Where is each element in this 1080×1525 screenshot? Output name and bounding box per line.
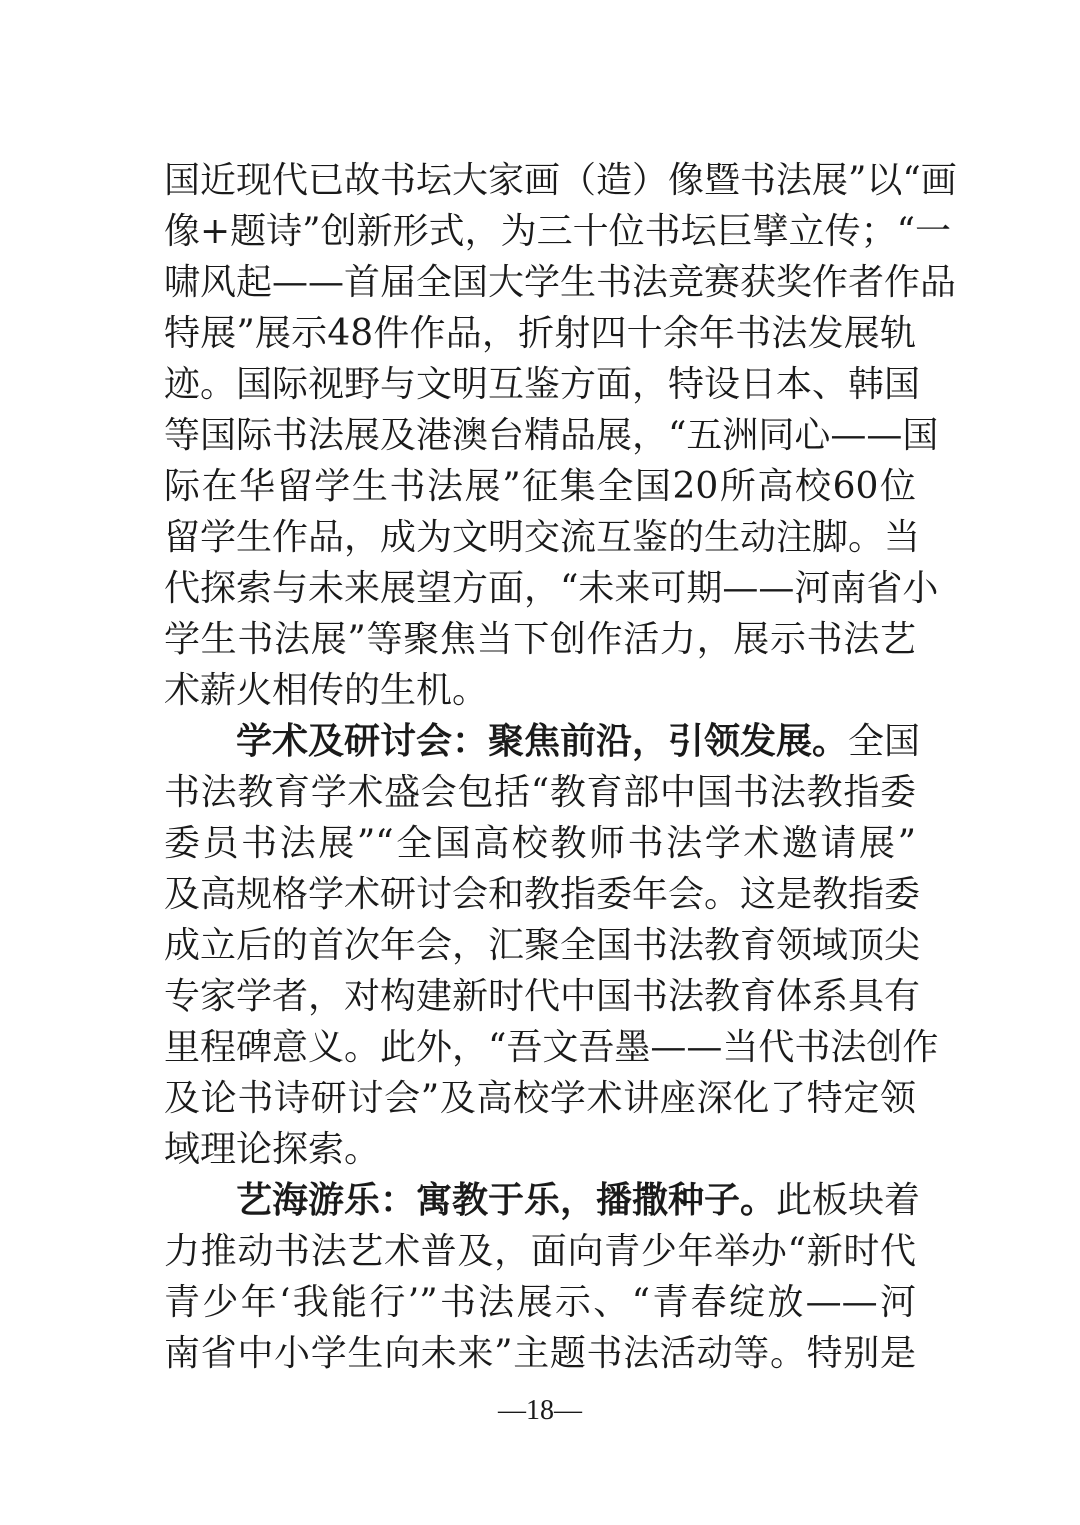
text-line: 里程碑意义。此外，“吾文吾墨——当代书法创作 <box>164 1027 939 1068</box>
text-line: 迹。国际视野与文明互鉴方面，特设日本、韩国 <box>164 364 921 405</box>
text-line: 专家学者，对构建新时代中国书法教育体系具有 <box>164 976 921 1017</box>
text-line: 际在华留学生书法展”征集全国20所高校60位 <box>164 466 916 507</box>
text-line: 书法教育学术盛会包括“教育部中国书法教指委 <box>164 772 916 813</box>
paragraph-academic <box>164 716 939 1175</box>
text-line: 青少年‘我能行’”书法展示、“青春绽放——河 <box>164 1282 916 1323</box>
paragraph-first-line-text: 全国 <box>848 721 921 762</box>
text-line: 啸风起——首届全国大学生书法竞赛获奖作者作品 <box>164 262 957 303</box>
text-line: 代探索与未来展望方面，“未来可期——河南省小 <box>164 568 939 609</box>
text-line: 像+题诗”创新形式，为三十位书坛巨擘立传；“一 <box>164 211 951 252</box>
paragraph-first-line <box>164 716 921 767</box>
text-line: 国近现代已故书坛大家画（造）像暨书法展”以“画 <box>164 160 957 201</box>
text-line: 力推动书法艺术普及，面向青少年举办“新时代 <box>164 1231 916 1272</box>
text-line: 及高规格学术研讨会和教指委年会。这是教指委 <box>164 874 921 915</box>
text-line: 成立后的首次年会，汇聚全国书法教育领域顶尖 <box>164 925 921 966</box>
text-line: 等国际书法展及港澳台精品展，“五洲同心——国 <box>164 415 939 456</box>
text-line: 留学生作品，成为文明交流互鉴的生动注脚。当 <box>164 517 921 558</box>
paragraph-first-line-text: 此板块着 <box>776 1180 921 1221</box>
paragraph-popularization <box>164 1175 921 1379</box>
text-line: 特展”展示48件作品，折射四十余年书法发展轨 <box>164 313 916 354</box>
text-line: 委员书法展”“全国高校教师书法学术邀请展” <box>164 823 916 864</box>
text-line: 学生书法展”等聚焦当下创作活力，展示书法艺 <box>164 619 916 660</box>
text-line: 域理论探索。 <box>164 1129 381 1170</box>
text-line: 南省中小学生向未来”主题书法活动等。特别是 <box>164 1333 916 1374</box>
text-line: 及论书诗研讨会”及高校学术讲座深化了特定领 <box>164 1078 916 1119</box>
paragraph-lead-heading: 学术及研讨会：聚焦前沿，引领发展。 <box>236 721 849 762</box>
body-text <box>164 155 957 1379</box>
page-number: —18— <box>498 1395 582 1426</box>
text-line: 术薪火相传的生机。 <box>164 670 489 711</box>
paragraph-lead-heading: 艺海游乐：寓教于乐，播撒种子。 <box>236 1180 777 1221</box>
paragraph-first-line <box>164 1175 921 1226</box>
paragraph-exhibitions-continued <box>164 155 957 716</box>
